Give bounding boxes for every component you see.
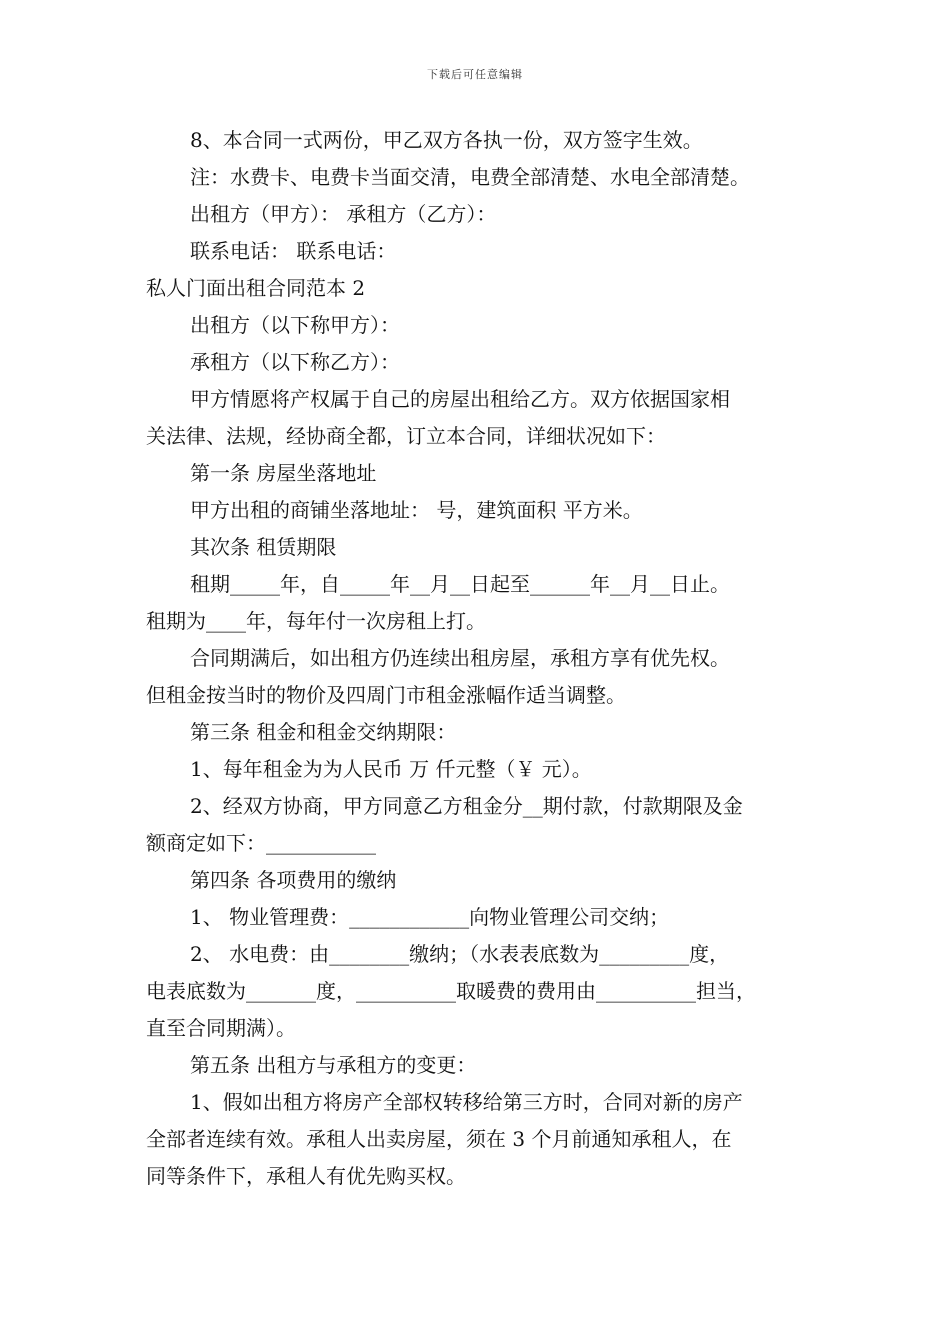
document-line: 1、 物业管理费：____________向物业管理公司交纳； [190,905,670,929]
document-line: 全部者连续有效。承租人出卖房屋，须在 3 个月前通知承租人，在 [146,1127,732,1151]
document-line: 2、经双方协商，甲方同意乙方租金分__期付款，付款期限及金 [190,794,743,818]
document-line: 租期_____年，自_____年__月__日起至______年__月__日止。 [190,572,730,596]
page-header-note: 下载后可任意编辑 [427,68,523,81]
document-line: 2、 水电费：由________缴纳；（水表表底数为_________度， [190,942,730,966]
document-line: 直至合同期满）。 [146,1016,296,1040]
document-line: 同等条件下，承租人有优先购买权。 [146,1164,466,1188]
document-line: 关法律、法规，经协商全都，订立本合同，详细状况如下： [146,424,666,448]
document-line: 甲方出租的商铺坐落地址： 号，建筑面积 平方米。 [190,498,643,522]
document-line: 1、每年租金为为人民币 万 仟元整（￥ 元）。 [190,757,592,781]
document-line: 第三条 租金和租金交纳期限： [190,720,457,744]
document-line: 额商定如下：___________ [146,831,376,855]
document-line: 第四条 各项费用的缴纳 [190,868,397,892]
document-line: 电表底数为_______度，__________取暖费的费用由__________担当， [146,979,756,1003]
document-line: 租期为____年，每年付一次房租上打。 [146,609,486,633]
document-line: 联系电话： 联系电话： [190,239,397,263]
document-line: 1、假如出租方将房产全部权转移给第三方时，合同对新的房产 [190,1090,743,1114]
document-body [146,122,816,1195]
document-line: 其次条 租赁期限 [190,535,337,559]
document-line: 8、本合同一式两份，甲乙双方各执一份，双方签字生效。 [190,128,703,152]
document-line: 出租方（甲方）： 承租方（乙方）： [190,202,497,226]
document-line: 注：水费卡、电费卡当面交清，电费全部清楚、水电全部清楚。 [190,165,750,189]
document-line: 合同期满后，如出租方仍连续出租房屋，承租方享有优先权。 [190,646,730,670]
document-line: 甲方情愿将产权属于自己的房屋出租给乙方。双方依据国家相 [190,387,730,411]
document-line: 出租方（以下称甲方）： [190,313,400,337]
document-line: 第一条 房屋坐落地址 [190,461,377,485]
document-line: 承租方（以下称乙方）： [190,350,400,374]
document-line: 私人门面出租合同范本 2 [146,276,366,300]
document-line: 但租金按当时的物价及四周门市租金涨幅作适当调整。 [146,683,626,707]
document-line: 第五条 出租方与承租方的变更： [190,1053,477,1077]
